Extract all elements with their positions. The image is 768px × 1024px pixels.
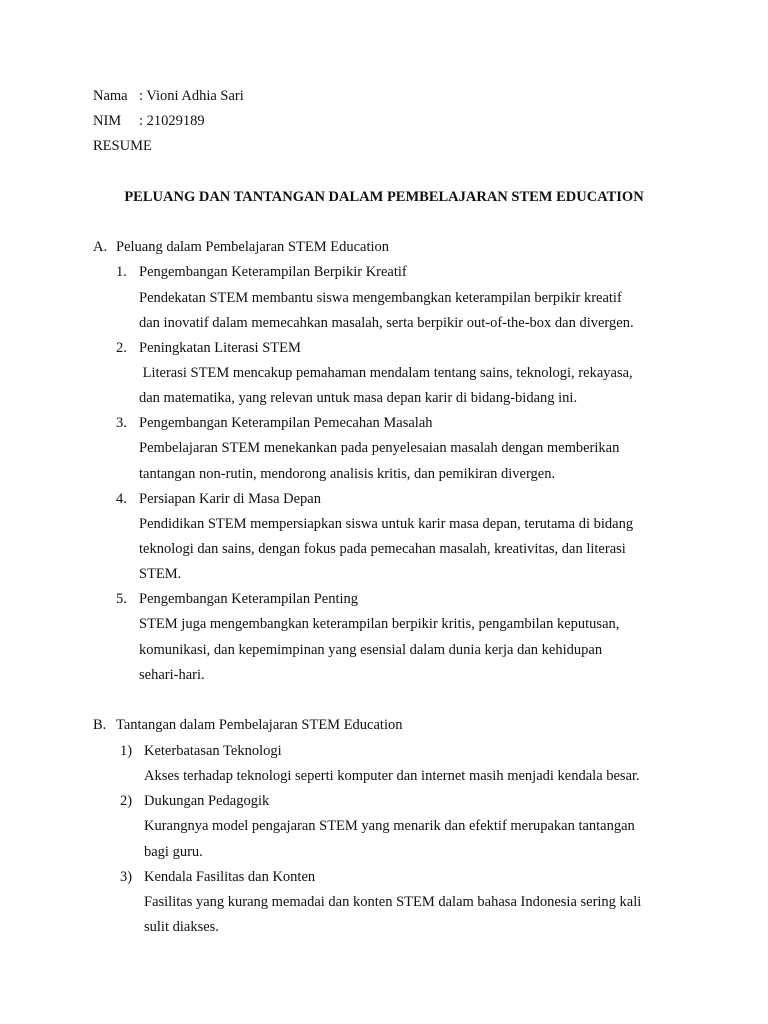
list-item: [120, 742, 282, 760]
list-item-text: sulit diakses.: [144, 919, 219, 935]
section-a-title: Peluang dalam Pembelajaran STEM Education: [116, 239, 390, 255]
doc-type: RESUME: [93, 138, 152, 154]
section-b-heading: [93, 716, 402, 734]
list-item-text: Pendekatan STEM membantu siswa mengembangkan keterampilan berpikir kreatif: [139, 290, 622, 306]
list-item-marker: 1.: [116, 264, 127, 280]
list-item-title: Keterbatasan Teknologi: [144, 743, 282, 759]
nim-line: [93, 112, 205, 130]
list-item: [116, 590, 358, 608]
list-item: [116, 263, 407, 281]
list-item-text: Pembelajaran STEM menekankan pada penyelesaian masalah dengan memberikan: [139, 440, 620, 456]
section-a-marker: A.: [93, 239, 108, 255]
list-item-text: Kurangnya model pengajaran STEM yang menarik dan efektif merupakan tantangan: [144, 818, 635, 834]
list-item-marker: 1): [120, 743, 133, 759]
list-item: [120, 792, 269, 810]
list-item-text: komunikasi, dan kepemimpinan yang esensial dalam dunia kerja dan kehidupan: [139, 642, 603, 658]
list-item-title: Persiapan Karir di Masa Depan: [139, 491, 321, 507]
list-item-text: Akses terhadap teknologi seperti komputer dan internet masih menjadi kendala besar.: [144, 768, 640, 784]
page-title: PELUANG DAN TANTANGAN DALAM PEMBELAJARAN STEM EDUCATION: [124, 189, 644, 205]
list-item-text: bagi guru.: [144, 844, 203, 860]
name-value: : Vioni Adhia Sari: [139, 88, 244, 104]
list-item: [116, 414, 433, 432]
list-item-text: Literasi STEM mencakup pemahaman mendalam tentang sains, teknologi, rekayasa,: [139, 365, 633, 381]
list-item-title: Pengembangan Keterampilan Penting: [139, 591, 359, 607]
list-item-text: dan matematika, yang relevan untuk masa depan karir di bidang-bidang ini.: [139, 390, 578, 406]
list-item-marker: 2.: [116, 340, 127, 356]
list-item-text: STEM.: [139, 566, 182, 582]
list-item: [120, 868, 315, 886]
list-item-marker: 3.: [116, 415, 127, 431]
nim-label: NIM: [93, 113, 122, 129]
list-item-marker: 3): [120, 869, 133, 885]
list-item-title: Pengembangan Keterampilan Pemecahan Masalah: [139, 415, 433, 431]
name-label: Nama: [93, 88, 128, 104]
list-item-title: Peningkatan Literasi STEM: [139, 340, 301, 356]
list-item: [116, 339, 301, 357]
list-item-text: teknologi dan sains, dengan fokus pada pemecahan masalah, kreativitas, dan literasi: [139, 541, 626, 557]
section-b-marker: B.: [93, 717, 107, 733]
section-b-title: Tantangan dalam Pembelajaran STEM Education: [116, 717, 403, 733]
list-item-title: Dukungan Pedagogik: [144, 793, 270, 809]
list-item-text: STEM juga mengembangkan keterampilan berpikir kritis, pengambilan keputusan,: [139, 616, 620, 632]
list-item-text: dan inovatif dalam memecahkan masalah, serta berpikir out-of-the-box dan divergen.: [139, 315, 634, 331]
name-line: [93, 87, 244, 105]
list-item-marker: 2): [120, 793, 133, 809]
list-item-text: Fasilitas yang kurang memadai dan konten STEM dalam bahasa Indonesia sering kali: [144, 894, 642, 910]
list-item-marker: 4.: [116, 491, 127, 507]
list-item-title: Pengembangan Keterampilan Berpikir Kreatif: [139, 264, 407, 280]
list-item-text: tantangan non-rutin, mendorong analisis kritis, dan pemikiran divergen.: [139, 466, 556, 482]
list-item-marker: 5.: [116, 591, 127, 607]
section-a-heading: [93, 238, 389, 256]
list-item-title: Kendala Fasilitas dan Konten: [144, 869, 316, 885]
list-item-text: sehari-hari.: [139, 667, 205, 683]
nim-value: : 21029189: [139, 113, 205, 129]
list-item: [116, 490, 321, 508]
list-item-text: Pendidikan STEM mempersiapkan siswa untuk karir masa depan, terutama di bidang: [139, 516, 634, 532]
